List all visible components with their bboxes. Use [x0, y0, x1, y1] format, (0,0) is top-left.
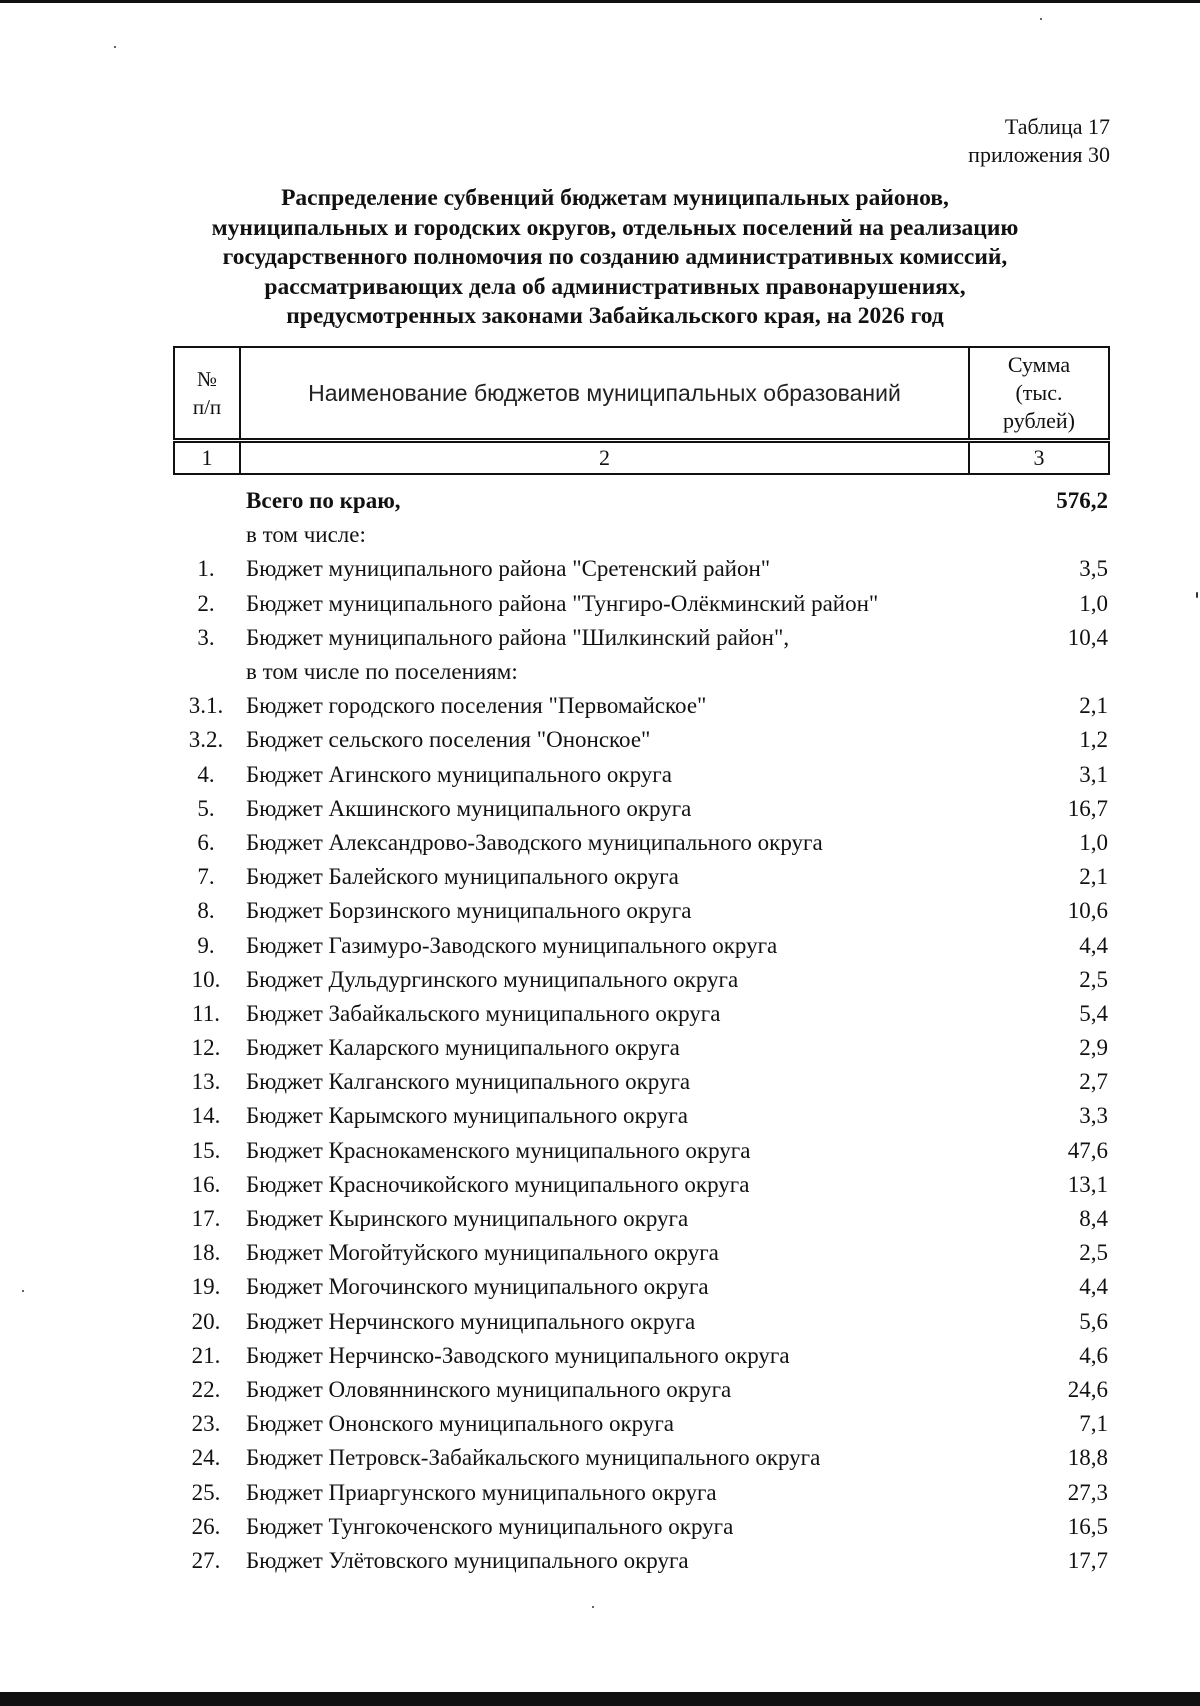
row-value: 2,1	[1079, 693, 1108, 719]
scan-speck	[1196, 592, 1198, 598]
header-sum-cell	[970, 348, 1108, 438]
header-sum-line: (тыс.	[1015, 380, 1063, 405]
row-value: 1,2	[1079, 727, 1108, 753]
table-row	[173, 1305, 1110, 1339]
header-number-sign: №	[196, 367, 218, 391]
row-name: Бюджет Каларского муниципального округа	[246, 1035, 680, 1061]
row-name: Всего по краю,	[246, 488, 401, 514]
row-name: Бюджет Забайкальского муниципального округа	[246, 1000, 721, 1026]
scan-bottom-edge	[0, 1692, 1200, 1706]
row-name: Бюджет Балейского муниципального округа	[246, 864, 679, 890]
column-number: 1	[175, 443, 241, 473]
column-number: 3	[1033, 445, 1045, 470]
row-number: 27.	[191, 1547, 221, 1573]
table-row	[173, 621, 1110, 655]
row-number: 14.	[191, 1103, 221, 1129]
row-value: 16,7	[1067, 795, 1108, 821]
row-name: Бюджет Могойтуйского муниципального округа	[246, 1240, 719, 1266]
row-name: Бюджет Калганского муниципального округа	[246, 1069, 691, 1095]
table-row	[173, 1510, 1110, 1544]
table-row	[173, 997, 1110, 1031]
column-number: 2	[241, 443, 970, 473]
row-name: Бюджет Тунгокоченского муниципального округа	[246, 1513, 734, 1539]
table-reference-number: Таблица 17	[1004, 114, 1110, 139]
header-sum-line: рублей)	[1003, 408, 1075, 433]
table-row	[173, 758, 1110, 792]
row-value: 3,1	[1079, 761, 1108, 787]
title-line: предусмотренных законами Забайкальского края, на 2026 год	[286, 303, 944, 329]
title-line: муниципальных и городских округов, отдельных поселений на реализацию	[211, 214, 1019, 241]
row-number: 9.	[197, 932, 215, 958]
table-row	[173, 1475, 1110, 1509]
table-row	[173, 689, 1110, 723]
row-number: 16.	[191, 1171, 221, 1197]
header-name-cell: Наименование бюджетов муниципальных образований	[241, 348, 970, 438]
title-line: рассматривающих дела об административных правонарушениях,	[264, 273, 966, 300]
table-row	[173, 1339, 1110, 1373]
table-row	[173, 860, 1110, 894]
row-value: 2,7	[1079, 1069, 1108, 1095]
row-name: Бюджет Петровск-Забайкальского муниципального округа	[246, 1445, 821, 1471]
title-line: Распределение субвенций бюджетам муниципальных районов,	[281, 185, 949, 211]
table-row	[173, 587, 1110, 621]
column-number-row	[173, 441, 1110, 475]
row-name: Бюджет муниципального района "Шилкинский район",	[246, 624, 790, 650]
row-value: 2,5	[1079, 1240, 1108, 1266]
table-row	[173, 963, 1110, 997]
scan-speck	[22, 1290, 24, 1292]
row-value: 27,3	[1067, 1479, 1108, 1505]
row-number: 10.	[191, 966, 221, 992]
table-row	[173, 826, 1110, 860]
row-value: 4,6	[1079, 1342, 1108, 1368]
row-number: 3.2.	[188, 727, 224, 753]
document-title	[150, 184, 1080, 332]
table-row	[173, 1544, 1110, 1578]
row-number: 5.	[197, 795, 215, 821]
row-number: 18.	[191, 1240, 221, 1266]
row-name: Бюджет Акшинского муниципального округа	[246, 795, 692, 821]
title-line: государственного полномочия по созданию административных комиссий,	[222, 244, 1008, 270]
table-row	[173, 1236, 1110, 1270]
row-value: 576,2	[1056, 488, 1108, 514]
table-row	[173, 552, 1110, 586]
scan-speck	[592, 1606, 594, 1608]
row-value: 1,0	[1079, 590, 1108, 616]
row-number: 15.	[191, 1137, 221, 1163]
row-number: 22.	[191, 1376, 221, 1402]
row-value: 8,4	[1079, 1206, 1108, 1232]
row-name: в том числе по поселениям:	[246, 659, 518, 685]
header-number-cell	[175, 348, 241, 438]
row-name: Бюджет муниципального района "Тунгиро-Олёкминский район"	[246, 590, 879, 616]
table-reference-appendix: приложения 30	[968, 142, 1110, 167]
row-name: Бюджет Карымского муниципального округа	[246, 1103, 689, 1129]
row-number: 7.	[197, 864, 215, 890]
header-sum-line: Сумма	[1007, 352, 1071, 377]
row-value: 18,8	[1067, 1445, 1108, 1471]
row-number: 21.	[191, 1342, 221, 1368]
table-row	[173, 792, 1110, 826]
row-number: 8.	[197, 898, 215, 924]
table-body	[173, 484, 1110, 1578]
row-number: 25.	[191, 1479, 221, 1505]
row-value: 10,4	[1067, 624, 1108, 650]
row-value: 4,4	[1079, 932, 1108, 958]
row-number: 6.	[197, 829, 215, 855]
table-row	[173, 1134, 1110, 1168]
row-number: 26.	[191, 1513, 221, 1539]
row-value: 24,6	[1067, 1376, 1108, 1402]
row-value: 2,1	[1079, 864, 1108, 890]
row-value: 3,3	[1079, 1103, 1108, 1129]
row-number: 13.	[191, 1069, 221, 1095]
table-row	[173, 1270, 1110, 1304]
row-name: в том числе:	[246, 522, 366, 548]
row-value: 10,6	[1067, 898, 1108, 924]
scan-speck	[114, 46, 116, 48]
row-name: Бюджет Приаргунского муниципального округа	[246, 1479, 717, 1505]
row-name: Бюджет городского поселения "Первомайское"	[246, 693, 707, 719]
table-row	[173, 1202, 1110, 1236]
row-name: Бюджет Ононского муниципального округа	[246, 1411, 674, 1437]
row-number: 4.	[197, 761, 215, 787]
row-value: 2,9	[1079, 1035, 1108, 1061]
row-number: 1.	[197, 556, 215, 582]
row-value: 5,4	[1079, 1000, 1108, 1026]
row-name: Бюджет Оловяннинского муниципального округа	[246, 1376, 732, 1402]
row-name: Бюджет Красночикойского муниципального округа	[246, 1171, 750, 1197]
table-reference	[968, 113, 1110, 169]
total-row	[173, 484, 1110, 518]
table-header	[173, 346, 1110, 440]
row-name: Бюджет Нерчинско-Заводского муниципального округа	[246, 1342, 790, 1368]
row-number: 23.	[191, 1411, 221, 1437]
table-row	[173, 723, 1110, 757]
row-name: Бюджет Александрово-Заводского муниципального округа	[246, 829, 823, 855]
row-value: 17,7	[1067, 1547, 1108, 1573]
table-row	[173, 1168, 1110, 1202]
row-name: Бюджет сельского поселения "Ононское"	[246, 727, 651, 753]
row-number: 11.	[192, 1000, 220, 1026]
header-number-label: п/п	[192, 395, 222, 419]
scan-speck	[1040, 18, 1042, 20]
table-row	[173, 1031, 1110, 1065]
table-row	[173, 1441, 1110, 1475]
table-row	[173, 1065, 1110, 1099]
row-name: Бюджет Могочинского муниципального округа	[246, 1274, 709, 1300]
table-row	[173, 655, 1110, 689]
table-row	[173, 928, 1110, 962]
row-name: Бюджет Кыринского муниципального округа	[246, 1206, 689, 1232]
row-number: 24.	[191, 1445, 221, 1471]
row-name: Бюджет Борзинского муниципального округа	[246, 898, 692, 924]
row-name: Бюджет Улётовского муниципального округа	[246, 1547, 689, 1573]
row-name: Бюджет Газимуро-Заводского муниципального округа	[246, 932, 778, 958]
row-value: 16,5	[1067, 1513, 1108, 1539]
row-number: 2.	[197, 590, 215, 616]
row-name: Бюджет Краснокаменского муниципального округа	[246, 1137, 751, 1163]
row-number: 3.1.	[188, 693, 224, 719]
table-row	[173, 894, 1110, 928]
row-value: 7,1	[1079, 1411, 1108, 1437]
table-row	[173, 1099, 1110, 1133]
row-number: 19.	[191, 1274, 221, 1300]
row-name: Бюджет Нерчинского муниципального округа	[246, 1308, 696, 1334]
row-value: 4,4	[1079, 1274, 1108, 1300]
table-row	[173, 1373, 1110, 1407]
row-value: 47,6	[1067, 1137, 1108, 1163]
row-value: 13,1	[1067, 1171, 1108, 1197]
row-value: 5,6	[1079, 1308, 1108, 1334]
table-row	[173, 518, 1110, 552]
row-number: 20.	[191, 1308, 221, 1334]
row-number: 3.	[197, 624, 215, 650]
row-name: Бюджет Агинского муниципального округа	[246, 761, 672, 787]
row-number: 12.	[191, 1035, 221, 1061]
row-number: 17.	[191, 1206, 221, 1232]
scan-top-edge	[0, 0, 1200, 3]
row-value: 1,0	[1079, 829, 1108, 855]
row-value: 2,5	[1079, 966, 1108, 992]
row-name: Бюджет Дульдургинского муниципального округа	[246, 966, 739, 992]
table-row	[173, 1407, 1110, 1441]
row-name: Бюджет муниципального района "Сретенский район"	[246, 556, 771, 582]
row-value: 3,5	[1079, 556, 1108, 582]
